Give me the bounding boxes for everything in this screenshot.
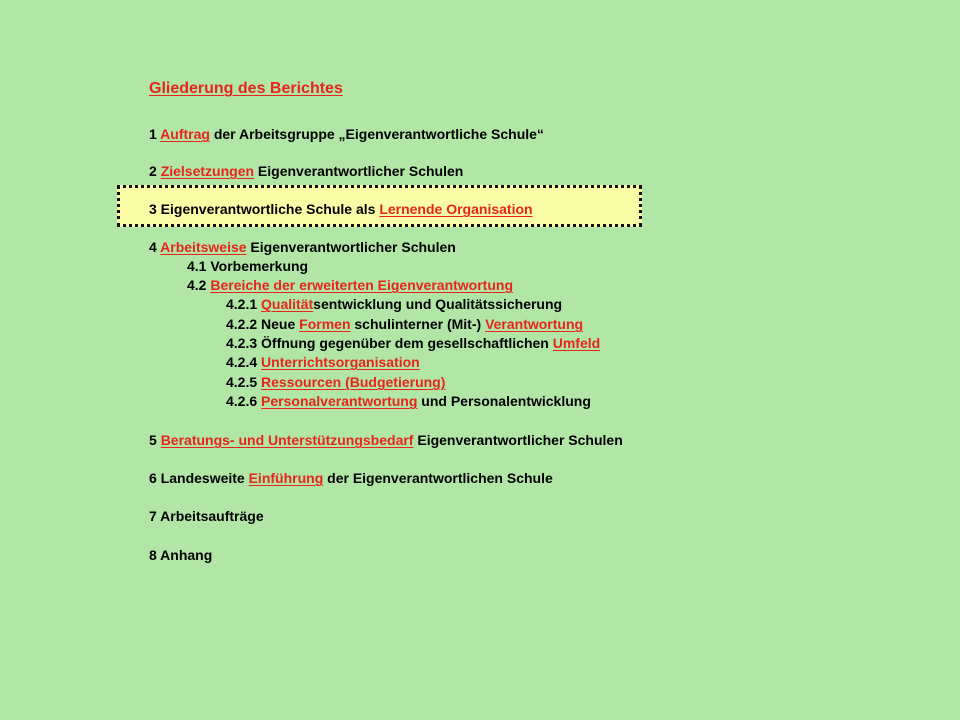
outline-item-4-2-5 <box>226 373 445 391</box>
item-text: der Eigenverantwortlichen Schule <box>323 470 553 486</box>
item-text: der Arbeitsgruppe „Eigenverantwortliche Schule“ <box>209 126 544 142</box>
item-text: sentwicklung und Qualitätssicherung <box>313 296 563 312</box>
link-bereiche-eigenverantwortung[interactable]: Bereiche der erweiterten Eigenverantwortung <box>210 277 513 293</box>
outline-item-3 <box>149 200 533 218</box>
item-number: 5 <box>149 432 161 448</box>
outline-item-4 <box>149 238 456 256</box>
item-text: 3 Eigenverantwortliche Schule als <box>149 201 380 217</box>
link-arbeitsweise[interactable]: Arbeitsweise <box>160 239 247 255</box>
link-qualitaet[interactable]: Qualität <box>261 296 314 312</box>
item-number: 4.2.1 <box>226 296 262 312</box>
item-number: 1 <box>149 126 161 142</box>
item-text: Eigenverantwortlicher Schulen <box>254 163 464 179</box>
outline-item-1 <box>149 125 544 143</box>
item-text: 6 Landesweite <box>149 470 249 486</box>
item-text: schulinterner (Mit-) <box>350 316 486 332</box>
item-number: 4.2 <box>187 277 211 293</box>
link-beratungsbedarf[interactable]: Beratungs- und Unterstützungsbedarf <box>160 432 414 448</box>
link-personalverantwortung[interactable]: Personalverantwortung <box>261 393 418 409</box>
outline-item-4-2-3 <box>226 334 600 352</box>
outline-item-4-2-4 <box>226 353 420 371</box>
link-umfeld[interactable]: Umfeld <box>552 335 601 351</box>
link-unterrichtsorganisation[interactable]: Unterrichtsorganisation <box>261 354 420 370</box>
link-lernende-organisation[interactable]: Lernende Organisation <box>379 201 533 217</box>
item-number: 2 <box>149 163 161 179</box>
item-text: und Personalentwicklung <box>417 393 591 409</box>
outline-item-4-2-1 <box>226 295 562 313</box>
outline-item-7: 7 Arbeitsaufträge <box>149 508 264 524</box>
item-text: 4.2.2 Neue <box>226 316 300 332</box>
item-text: 4.2.3 Öffnung gegenüber dem gesellschaftlichen <box>226 335 553 351</box>
outline-item-2 <box>149 162 463 180</box>
link-formen[interactable]: Formen <box>299 316 351 332</box>
link-auftrag[interactable]: Auftrag <box>160 126 210 142</box>
outline-item-4-1: 4.1 Vorbemerkung <box>187 258 309 274</box>
outline-item-4-2-2 <box>226 315 583 333</box>
link-zielsetzungen[interactable]: Zielsetzungen <box>160 163 255 179</box>
outline-item-4-2-6 <box>226 392 591 410</box>
item-text: Eigenverantwortlicher Schulen <box>246 239 456 255</box>
link-verantwortung[interactable]: Verantwortung <box>485 316 584 332</box>
link-einfuehrung[interactable]: Einführung <box>248 470 324 486</box>
link-ressourcen[interactable]: Ressourcen (Budgetierung) <box>261 374 446 390</box>
outline-item-6 <box>149 469 553 487</box>
item-number: 4.2.4 <box>226 354 262 370</box>
outline-item-8: 8 Anhang <box>149 547 213 563</box>
item-number: 4 <box>149 239 161 255</box>
item-text: Eigenverantwortlicher Schulen <box>413 432 623 448</box>
item-number: 4.2.6 <box>226 393 262 409</box>
outline-item-5 <box>149 431 623 449</box>
outline-item-4-2 <box>187 276 513 294</box>
item-number: 4.2.5 <box>226 374 262 390</box>
page-title: Gliederung des Berichtes <box>149 80 343 97</box>
